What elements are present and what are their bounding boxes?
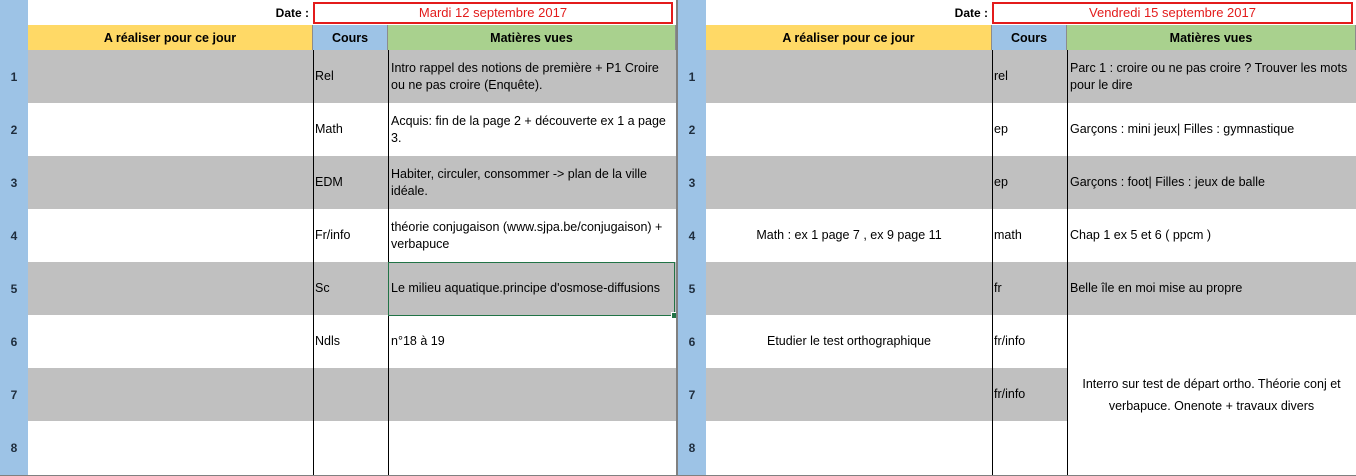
- row-number[interactable]: 4: [688, 228, 696, 243]
- todo-cell[interactable]: [28, 209, 313, 262]
- cours-cell[interactable]: fr: [994, 281, 1002, 295]
- table-row: [28, 103, 676, 156]
- header-todo[interactable]: A réaliser pour ce jour: [706, 25, 992, 50]
- row-number[interactable]: 4: [10, 228, 18, 243]
- cours-cell[interactable]: fr/info: [994, 387, 1026, 401]
- row-number[interactable]: 5: [10, 281, 18, 296]
- table-row: [28, 315, 676, 368]
- todo-cell[interactable]: [706, 103, 992, 156]
- cours-cell[interactable]: [992, 421, 1067, 474]
- sheet-right: [678, 0, 1356, 476]
- todo-cell[interactable]: [28, 50, 313, 103]
- todo-cell[interactable]: [28, 315, 313, 368]
- row-number[interactable]: 3: [688, 175, 696, 190]
- todo-cell[interactable]: Math : ex 1 page 7 , ex 9 page 11: [756, 228, 942, 242]
- row-number[interactable]: 1: [688, 69, 696, 84]
- todo-cell[interactable]: [706, 262, 992, 315]
- cours-cell[interactable]: fr/info: [994, 334, 1026, 348]
- row-number[interactable]: 2: [10, 122, 18, 137]
- table-row: [706, 209, 1356, 262]
- header-matieres[interactable]: Matières vues: [1067, 25, 1356, 50]
- table-row: [28, 156, 676, 209]
- todo-cell[interactable]: Etudier le test orthographique: [767, 334, 931, 348]
- date-value-cell[interactable]: Mardi 12 septembre 2017: [313, 2, 673, 24]
- todo-cell[interactable]: [28, 368, 313, 421]
- cours-cell[interactable]: Math: [315, 122, 343, 136]
- cours-cell[interactable]: math: [994, 228, 1022, 242]
- cours-cell[interactable]: [313, 368, 388, 421]
- matieres-cell[interactable]: Garçons : foot| Filles : jeux de balle: [1070, 175, 1266, 189]
- matieres-cell[interactable]: [388, 421, 676, 474]
- cours-cell[interactable]: rel: [994, 69, 1008, 83]
- todo-cell[interactable]: [28, 262, 313, 315]
- table-row: [28, 421, 676, 474]
- table-row: [706, 50, 1356, 103]
- todo-cell[interactable]: [28, 421, 313, 474]
- table-row: [28, 50, 676, 103]
- header-cours[interactable]: Cours: [992, 25, 1067, 50]
- row-number[interactable]: 2: [688, 122, 696, 137]
- todo-cell[interactable]: [706, 50, 992, 103]
- row-number[interactable]: 1: [10, 69, 18, 84]
- todo-cell[interactable]: [28, 156, 313, 209]
- cours-cell[interactable]: ep: [994, 175, 1008, 189]
- cours-cell[interactable]: Sc: [315, 281, 330, 295]
- cours-cell[interactable]: ep: [994, 122, 1008, 136]
- table-row: [706, 103, 1356, 156]
- merged-matieres-cell[interactable]: Interro sur test de départ ortho. Théorie conj et verbapuce. Onenote + travaux divers: [1067, 315, 1356, 474]
- todo-cell[interactable]: [28, 103, 313, 156]
- matieres-cell[interactable]: Belle île en moi mise au propre: [1070, 281, 1243, 295]
- matieres-cell[interactable]: [388, 368, 676, 421]
- header-todo[interactable]: A réaliser pour ce jour: [28, 25, 313, 50]
- column-divider: [313, 50, 314, 476]
- header-matieres[interactable]: Matières vues: [388, 25, 676, 50]
- table-row: [28, 209, 676, 262]
- date-value-cell[interactable]: Vendredi 15 septembre 2017: [992, 2, 1353, 24]
- table-row: [706, 156, 1356, 209]
- date-label: Date :: [275, 6, 309, 20]
- cours-cell[interactable]: Rel: [315, 69, 334, 83]
- row-number[interactable]: 7: [10, 387, 18, 402]
- todo-cell[interactable]: [706, 156, 992, 209]
- matieres-cell[interactable]: Le milieu aquatique.principe d'osmose-diffusions: [391, 281, 660, 295]
- matieres-cell[interactable]: Parc 1 : croire ou ne pas croire ? Trouver les mots pour le dire: [1070, 60, 1348, 92]
- sheet-left: [0, 0, 676, 476]
- column-divider: [388, 50, 389, 476]
- row-number[interactable]: 7: [688, 387, 696, 402]
- table-row: [706, 262, 1356, 315]
- row-number[interactable]: 6: [688, 334, 696, 349]
- row-number[interactable]: 3: [10, 175, 18, 190]
- todo-cell[interactable]: [706, 421, 992, 474]
- row-number[interactable]: 5: [688, 281, 696, 296]
- row-number[interactable]: 6: [10, 334, 18, 349]
- cours-cell[interactable]: EDM: [315, 175, 343, 189]
- table-row: [28, 262, 676, 315]
- date-label: Date :: [954, 6, 988, 20]
- matieres-cell[interactable]: n°18 à 19: [391, 334, 445, 348]
- matieres-cell[interactable]: Garçons : mini jeux| Filles : gymnastique: [1070, 122, 1295, 136]
- matieres-cell[interactable]: théorie conjugaison (www.sjpa.be/conjugaison) + verbapuce: [391, 219, 663, 251]
- matieres-cell[interactable]: Acquis: fin de la page 2 + découverte ex 1 a page 3.: [391, 113, 666, 145]
- table-row: [28, 368, 676, 421]
- cours-cell[interactable]: Fr/info: [315, 228, 351, 242]
- header-cours[interactable]: Cours: [313, 25, 388, 50]
- column-divider: [1067, 50, 1068, 476]
- row-number[interactable]: 8: [688, 440, 696, 455]
- matieres-cell[interactable]: Habiter, circuler, consommer -> plan de la ville idéale.: [391, 166, 648, 198]
- row-number[interactable]: 8: [10, 440, 18, 455]
- matieres-cell[interactable]: Intro rappel des notions de première + P1 Croire ou ne pas croire (Enquête).: [391, 60, 659, 92]
- cours-cell[interactable]: [313, 421, 388, 474]
- cours-cell[interactable]: Ndls: [315, 334, 341, 348]
- todo-cell[interactable]: [706, 368, 992, 421]
- column-divider: [992, 50, 993, 476]
- matieres-cell[interactable]: Chap 1 ex 5 et 6 ( ppcm ): [1070, 228, 1212, 242]
